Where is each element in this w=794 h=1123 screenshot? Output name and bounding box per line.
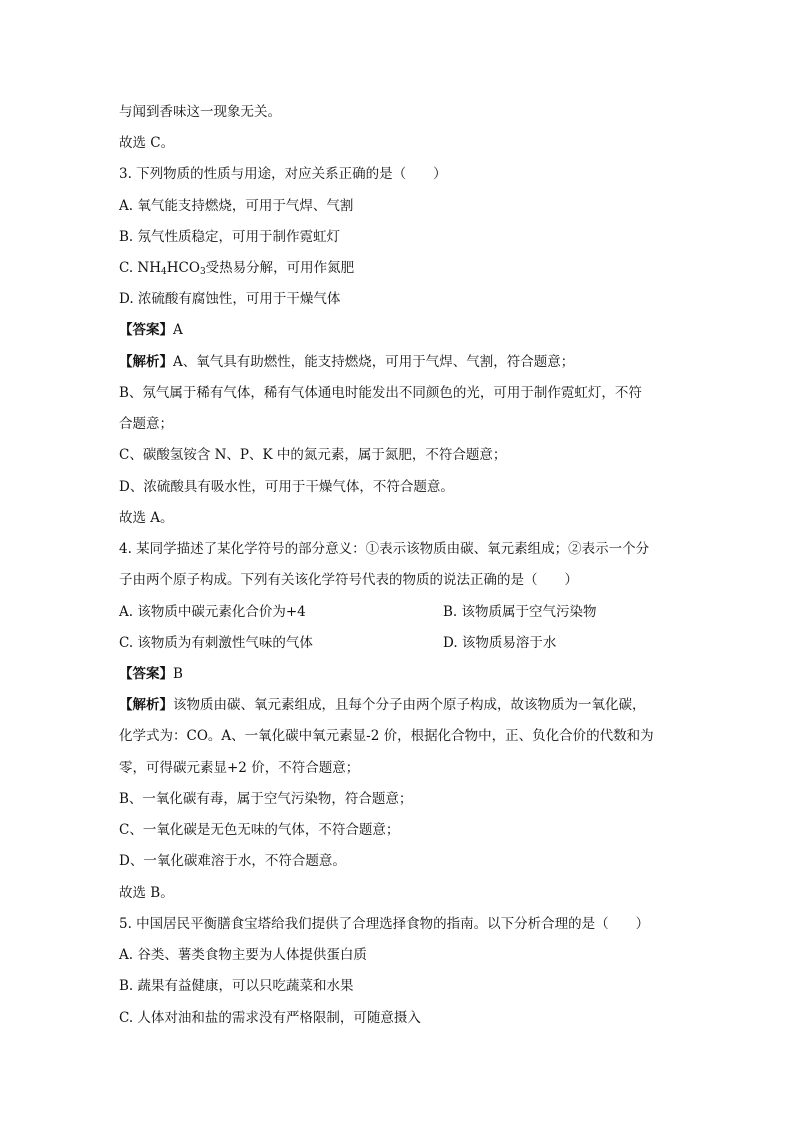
q4-answer: 【答案】B: [119, 666, 183, 682]
text-line: D、一氧化碳难溶于水，不符合题意。: [119, 853, 346, 869]
text-line: 与闻到香味这一现象无关。: [119, 104, 281, 120]
text-line: 故选 A。: [119, 510, 174, 526]
q4-options-row-2: [119, 634, 679, 652]
text-line: 故选 C。: [119, 135, 175, 151]
text-line: 合题意；: [119, 416, 173, 432]
text-line: 故选 B。: [119, 885, 174, 901]
q4-option-b: B. 该物质属于空气污染物: [443, 604, 597, 620]
q4-option-c: C. 该物质为有刺激性气味的气体: [119, 635, 313, 651]
q3-option-c: C. $NH_4HCO_3$受热易分解，可用作氮肥: [119, 260, 355, 277]
q3-option-a: A. 氧气能支持燃烧，可用于气焊、气割: [119, 198, 354, 214]
q5-option-b: B. 蔬果有益健康，可以只吃蔬菜和水果: [119, 978, 354, 994]
question-5-stem: 5. 中国居民平衡膳食宝塔给我们提供了合理选择食物的指南。以下分析合理的是（ ）: [119, 916, 650, 932]
text-line: 零，可得碳元素显+2 价，不符合题意；: [119, 760, 360, 776]
q3-option-d: D. 浓硫酸有腐蚀性，可用于干燥气体: [119, 291, 341, 307]
q3-analysis: 【解析】A、氧气具有助燃性，能支持燃烧，可用于气焊、气割，符合题意；: [119, 354, 575, 370]
question-3-stem: 3. 下列物质的性质与用途，对应关系正确的是（ ）: [119, 166, 447, 182]
q3-option-b: B. 氖气性质稳定，可用于制作霓虹灯: [119, 229, 341, 245]
q4-options-row-1: [119, 603, 679, 621]
q5-option-a: A. 谷类、薯类食物主要为人体提供蛋白质: [119, 947, 367, 963]
text-line: 化学式为：CO。A、一氧化碳中氧元素显-2 价，根据化合物中，正、负化合价的代数和为: [119, 728, 654, 744]
text-line: B、一氧化碳有毒，属于空气污染物，符合题意；: [119, 791, 413, 807]
q3-answer: 【答案】A: [119, 322, 183, 338]
q4-option-a: A. 该物质中碳元素化合价为+4: [119, 604, 306, 620]
question-4-stem: 4. 某同学描述了某化学符号的部分意义：①表示该物质由碳、氧元素组成；②表示一个分: [119, 541, 650, 557]
text-line: C、碳酸氢铵含 N、P、K 中的氮元素，属于氮肥，不符合题意；: [119, 447, 507, 463]
text-line: B、氖气属于稀有气体，稀有气体通电时能发出不同颜色的光，可用于制作霓虹灯，不符: [119, 385, 642, 401]
q4-analysis: 【解析】该物质由碳、氧元素组成，且每个分子由两个原子构成，故该物质为一氧化碳，: [119, 697, 646, 713]
text-line: C、一氧化碳是无色无味的气体，不符合题意；: [119, 822, 400, 838]
text-line: D、浓硫酸具有吸水性，可用于干燥气体，不符合题意。: [119, 479, 454, 495]
q5-option-c: C. 人体对油和盐的需求没有严格限制，可随意摄入: [119, 1010, 421, 1026]
question-4-stem-cont: 子由两个原子构成。下列有关该化学符号代表的物质的说法正确的是（ ）: [119, 572, 578, 588]
q4-option-d: D. 该物质易溶于水: [443, 635, 557, 651]
